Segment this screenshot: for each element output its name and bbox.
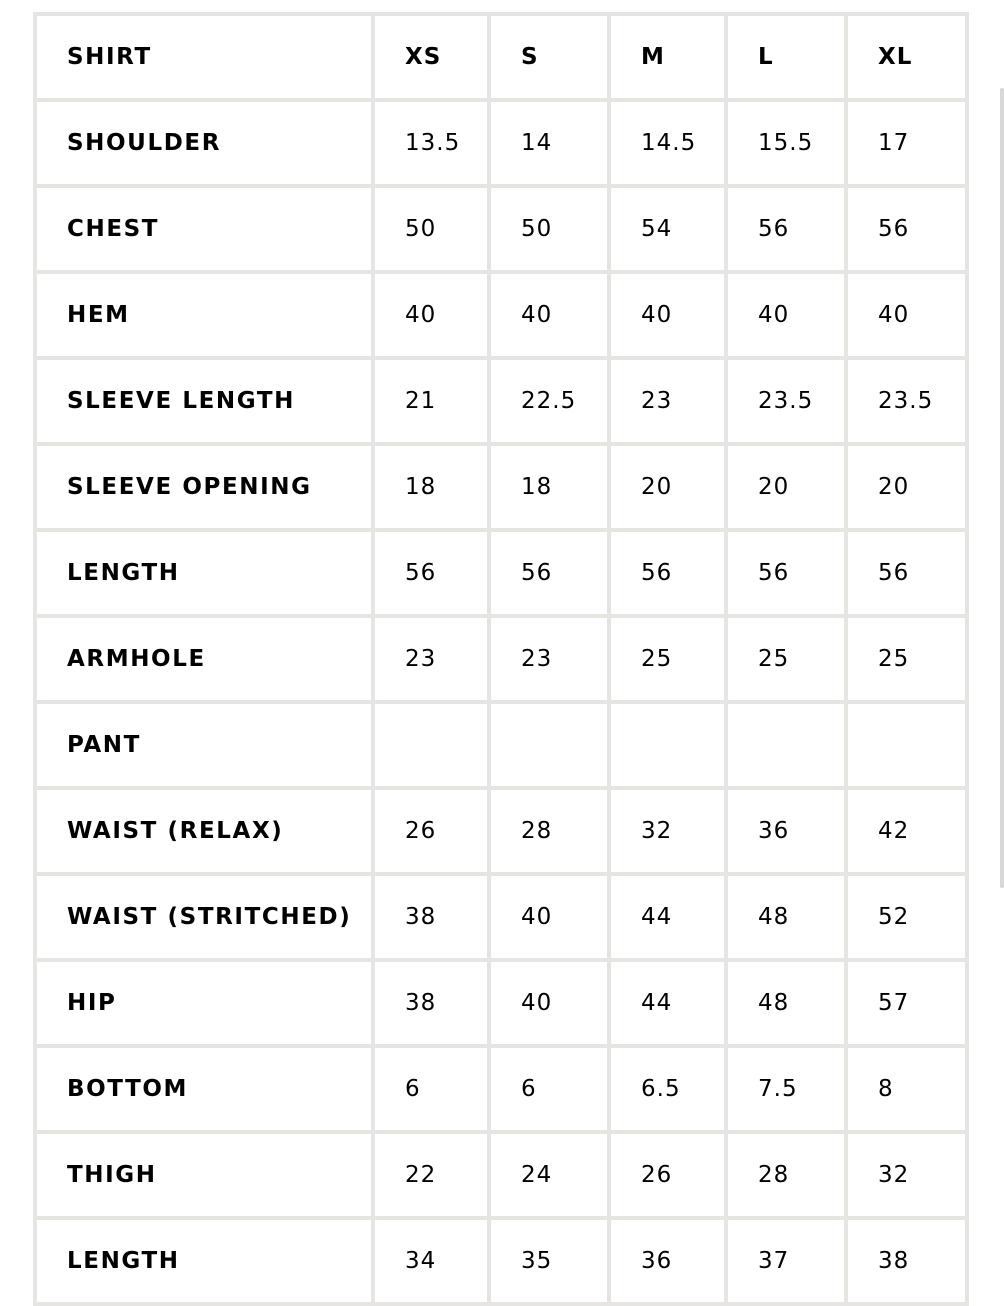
measurement-cell: 40 (611, 274, 724, 356)
measurement-cell: 20 (848, 446, 965, 528)
row-label: LENGTH (37, 1220, 371, 1302)
measurement-cell: 14 (491, 102, 607, 184)
measurement-cell: 37 (728, 1220, 844, 1302)
table-row (37, 188, 965, 270)
measurement-cell: 23 (491, 618, 607, 700)
row-label: WAIST (STRITCHED) (37, 876, 371, 958)
measurement-cell (375, 704, 487, 786)
table-row (37, 446, 965, 528)
measurement-cell: 24 (491, 1134, 607, 1216)
measurement-cell: 25 (728, 618, 844, 700)
measurement-cell: 36 (611, 1220, 724, 1302)
row-label: LENGTH (37, 532, 371, 614)
measurement-cell: 32 (848, 1134, 965, 1216)
measurement-cell: 40 (728, 274, 844, 356)
measurement-cell: 25 (848, 618, 965, 700)
table-row (37, 704, 965, 786)
measurement-cell: 14.5 (611, 102, 724, 184)
measurement-cell: 56 (491, 532, 607, 614)
row-label: SLEEVE LENGTH (37, 360, 371, 442)
measurement-cell: 40 (848, 274, 965, 356)
measurement-cell: 36 (728, 790, 844, 872)
row-label: BOTTOM (37, 1048, 371, 1130)
measurement-cell: 13.5 (375, 102, 487, 184)
measurement-cell: 20 (728, 446, 844, 528)
measurement-cell: 50 (491, 188, 607, 270)
measurement-cell: 8 (848, 1048, 965, 1130)
row-label: ARMHOLE (37, 618, 371, 700)
row-label: PANT (37, 704, 371, 786)
measurement-cell: 35 (491, 1220, 607, 1302)
measurement-cell: 22 (375, 1134, 487, 1216)
measurement-cell: 44 (611, 962, 724, 1044)
table-row (37, 790, 965, 872)
measurement-cell (848, 704, 965, 786)
header-label: SHIRT (37, 16, 371, 98)
row-label: WAIST (RELAX) (37, 790, 371, 872)
measurement-cell: 40 (491, 876, 607, 958)
measurement-cell: 56 (375, 532, 487, 614)
measurement-cell: 38 (848, 1220, 965, 1302)
measurement-cell: 7.5 (728, 1048, 844, 1130)
row-label: HEM (37, 274, 371, 356)
measurement-cell: 20 (611, 446, 724, 528)
measurement-cell: 57 (848, 962, 965, 1044)
measurement-cell: 18 (375, 446, 487, 528)
row-label: HIP (37, 962, 371, 1044)
measurement-cell: 56 (728, 532, 844, 614)
measurement-cell: 40 (491, 962, 607, 1044)
measurement-cell: 52 (848, 876, 965, 958)
measurement-cell (728, 704, 844, 786)
measurement-cell: 18 (491, 446, 607, 528)
measurement-cell: 56 (848, 532, 965, 614)
measurement-cell: 56 (728, 188, 844, 270)
measurement-cell (491, 704, 607, 786)
measurement-cell: 38 (375, 962, 487, 1044)
measurement-cell: 6 (491, 1048, 607, 1130)
table-row (37, 618, 965, 700)
measurement-cell: 26 (375, 790, 487, 872)
measurement-cell: 23.5 (728, 360, 844, 442)
measurement-cell: 38 (375, 876, 487, 958)
measurement-cell: 26 (611, 1134, 724, 1216)
table-row (37, 360, 965, 442)
measurement-cell: 23.5 (848, 360, 965, 442)
row-label: SHOULDER (37, 102, 371, 184)
measurement-cell: 54 (611, 188, 724, 270)
measurement-cell (611, 704, 724, 786)
measurement-cell: 28 (728, 1134, 844, 1216)
size-header-xs: XS (375, 16, 487, 98)
measurement-cell: 48 (728, 876, 844, 958)
measurement-cell: 56 (611, 532, 724, 614)
measurement-cell: 25 (611, 618, 724, 700)
header-row (37, 16, 965, 98)
table-row (37, 1048, 965, 1130)
measurement-cell: 6.5 (611, 1048, 724, 1130)
table-row (37, 1220, 965, 1302)
table-row (37, 532, 965, 614)
row-label: THIGH (37, 1134, 371, 1216)
table-row (37, 274, 965, 356)
measurement-cell: 22.5 (491, 360, 607, 442)
measurement-cell: 44 (611, 876, 724, 958)
size-header-xl: XL (848, 16, 965, 98)
measurement-cell: 50 (375, 188, 487, 270)
table-row (37, 962, 965, 1044)
measurement-cell: 34 (375, 1220, 487, 1302)
measurement-cell: 21 (375, 360, 487, 442)
measurement-cell: 40 (491, 274, 607, 356)
size-header-m: M (611, 16, 724, 98)
row-label: SLEEVE OPENING (37, 446, 371, 528)
measurement-cell: 40 (375, 274, 487, 356)
measurement-cell: 17 (848, 102, 965, 184)
measurement-cell: 28 (491, 790, 607, 872)
measurement-cell: 6 (375, 1048, 487, 1130)
table-row (37, 102, 965, 184)
size-header-s: S (491, 16, 607, 98)
measurement-cell: 23 (611, 360, 724, 442)
measurement-cell: 15.5 (728, 102, 844, 184)
measurement-cell: 56 (848, 188, 965, 270)
measurement-cell: 23 (375, 618, 487, 700)
measurement-cell: 32 (611, 790, 724, 872)
measurement-cell: 42 (848, 790, 965, 872)
measurement-cell: 48 (728, 962, 844, 1044)
page-scrollbar[interactable] (1000, 88, 1004, 888)
table-row (37, 1134, 965, 1216)
size-header-l: L (728, 16, 844, 98)
row-label: CHEST (37, 188, 371, 270)
size-chart-table (33, 12, 969, 1306)
table-row (37, 876, 965, 958)
